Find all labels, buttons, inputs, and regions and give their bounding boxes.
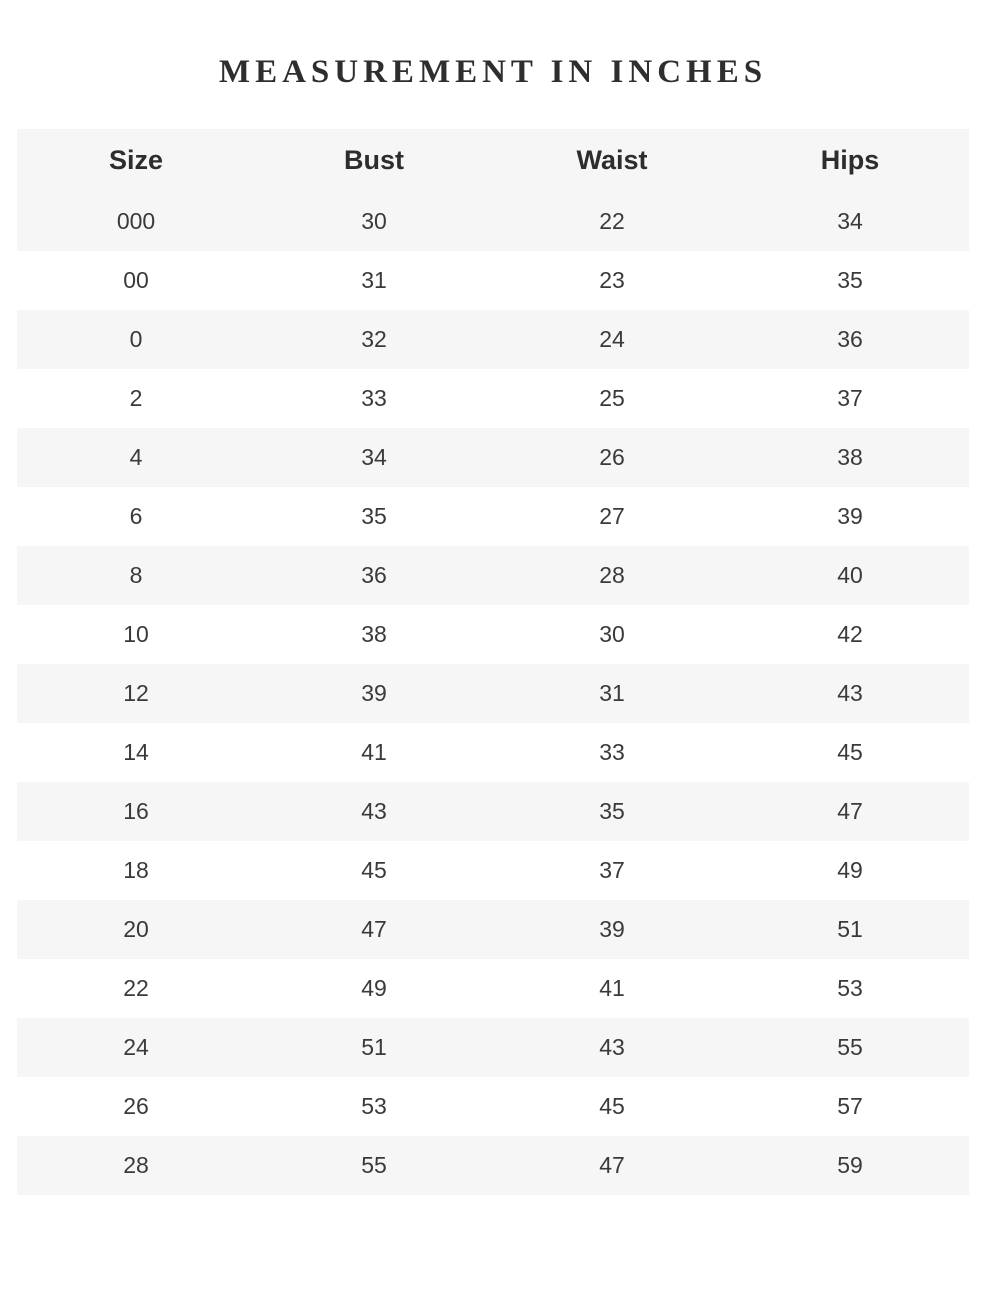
cell-hips: 45	[731, 723, 969, 782]
table-row	[17, 723, 969, 782]
cell-bust: 47	[255, 900, 493, 959]
cell-hips: 39	[731, 487, 969, 546]
cell-bust: 43	[255, 782, 493, 841]
cell-size: 18	[17, 841, 255, 900]
page-title: MEASUREMENT IN INCHES	[218, 54, 768, 90]
column-header-hips: Hips	[731, 129, 969, 192]
cell-waist: 31	[493, 664, 731, 723]
table-row	[17, 251, 969, 310]
cell-size: 28	[17, 1136, 255, 1195]
cell-size: 0	[17, 310, 255, 369]
cell-bust: 39	[255, 664, 493, 723]
cell-bust: 35	[255, 487, 493, 546]
cell-hips: 55	[731, 1018, 969, 1077]
cell-waist: 39	[493, 900, 731, 959]
cell-size: 10	[17, 605, 255, 664]
cell-hips: 37	[731, 369, 969, 428]
cell-size: 24	[17, 1018, 255, 1077]
cell-bust: 32	[255, 310, 493, 369]
cell-size: 2	[17, 369, 255, 428]
cell-bust: 41	[255, 723, 493, 782]
cell-bust: 31	[255, 251, 493, 310]
cell-size: 26	[17, 1077, 255, 1136]
cell-size: 00	[17, 251, 255, 310]
cell-bust: 51	[255, 1018, 493, 1077]
cell-hips: 49	[731, 841, 969, 900]
cell-hips: 36	[731, 310, 969, 369]
column-header-waist: Waist	[493, 129, 731, 192]
cell-waist: 28	[493, 546, 731, 605]
cell-waist: 22	[493, 192, 731, 251]
cell-hips: 35	[731, 251, 969, 310]
table-row	[17, 428, 969, 487]
cell-bust: 34	[255, 428, 493, 487]
cell-size: 16	[17, 782, 255, 841]
table-row	[17, 605, 969, 664]
cell-waist: 37	[493, 841, 731, 900]
table-row	[17, 1018, 969, 1077]
table-row	[17, 841, 969, 900]
cell-hips: 53	[731, 959, 969, 1018]
cell-size: 000	[17, 192, 255, 251]
cell-waist: 47	[493, 1136, 731, 1195]
size-chart-table	[17, 129, 969, 1195]
cell-waist: 45	[493, 1077, 731, 1136]
cell-hips: 34	[731, 192, 969, 251]
table-row	[17, 1077, 969, 1136]
cell-size: 14	[17, 723, 255, 782]
table-row	[17, 900, 969, 959]
cell-waist: 30	[493, 605, 731, 664]
cell-waist: 27	[493, 487, 731, 546]
column-header-bust: Bust	[255, 129, 493, 192]
table-row	[17, 664, 969, 723]
cell-hips: 59	[731, 1136, 969, 1195]
cell-size: 4	[17, 428, 255, 487]
cell-bust: 36	[255, 546, 493, 605]
cell-bust: 45	[255, 841, 493, 900]
cell-hips: 47	[731, 782, 969, 841]
cell-size: 20	[17, 900, 255, 959]
cell-bust: 38	[255, 605, 493, 664]
cell-size: 8	[17, 546, 255, 605]
table-row	[17, 546, 969, 605]
table-row	[17, 487, 969, 546]
cell-hips: 57	[731, 1077, 969, 1136]
cell-bust: 55	[255, 1136, 493, 1195]
cell-waist: 33	[493, 723, 731, 782]
cell-size: 6	[17, 487, 255, 546]
table-row	[17, 369, 969, 428]
cell-waist: 41	[493, 959, 731, 1018]
table-row	[17, 959, 969, 1018]
cell-waist: 35	[493, 782, 731, 841]
cell-waist: 25	[493, 369, 731, 428]
table-body	[17, 192, 969, 1195]
cell-waist: 43	[493, 1018, 731, 1077]
table-row	[17, 1136, 969, 1195]
cell-hips: 38	[731, 428, 969, 487]
cell-hips: 40	[731, 546, 969, 605]
cell-bust: 33	[255, 369, 493, 428]
cell-hips: 42	[731, 605, 969, 664]
table-header	[17, 129, 969, 192]
table-row	[17, 782, 969, 841]
cell-hips: 51	[731, 900, 969, 959]
table-row	[17, 192, 969, 251]
cell-waist: 23	[493, 251, 731, 310]
cell-hips: 43	[731, 664, 969, 723]
column-header-size: Size	[17, 129, 255, 192]
cell-size: 12	[17, 664, 255, 723]
table-header-row	[17, 129, 969, 192]
cell-bust: 49	[255, 959, 493, 1018]
cell-waist: 26	[493, 428, 731, 487]
cell-waist: 24	[493, 310, 731, 369]
cell-bust: 53	[255, 1077, 493, 1136]
cell-size: 22	[17, 959, 255, 1018]
table-row	[17, 310, 969, 369]
cell-bust: 30	[255, 192, 493, 251]
